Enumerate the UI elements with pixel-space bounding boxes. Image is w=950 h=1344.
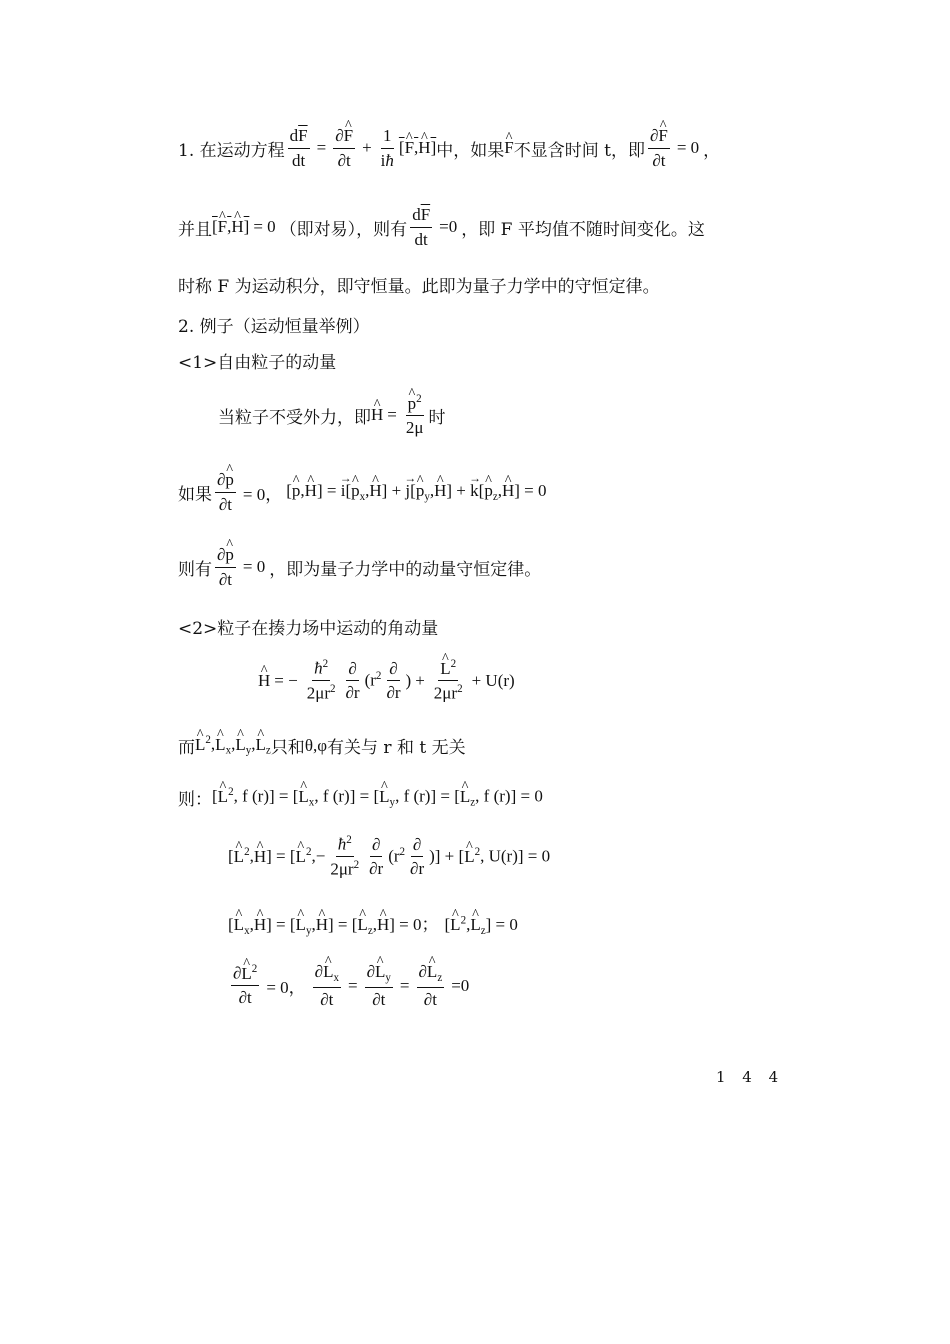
equation-fraction: ^ $\frac{p^2}{2\mu}$ [404, 393, 426, 438]
example-2-operators-line: 而 ^ $L^2,\^{}$ $L_x,\^{}$ $L_y,\^{}$ $L_z$ 只和 θ,φ 有关与 r 和 t 无关 [178, 733, 466, 758]
hamiltonian-equation: ^ H = − $\frac{ħ^2}{2\mu r^2}$ $\frac{\partial}{\partial r}$ ($r^2$ $\frac{\partial}{\partial r}$ ) + ^ $\frac{L^2}{2\mu r^2}$ + U(r) [258, 658, 519, 703]
equation-fraction: $\frac{d\overline{F}}{dt}$ [412, 205, 431, 249]
paragraph-1-line-1: 1. 在运动方程 $\frac{d\overline{F}}{dt}$ = $\frac{\partial\^{} \overline{F}}{\partial t}$ + $\frac{1}{iħ}$ [^ F,^ H] 中，如果 ^ F 不显含时间 t，即 $\frac{\partial\^{} \overline{F}}{\partial t}$ = 0 ， [178, 126, 720, 170]
paragraph-1-line-2: 并且 [^ F,^ H] = 0 （即对易），则有 $\frac{d\overline{F}}{dt}$ =0 ，即 F 平均值不随时间变化。这 [178, 205, 705, 249]
equation-fraction: $\frac{ħ^2}{2\mu r^2}$ [306, 658, 336, 703]
equation-fraction: $\frac{\partial}{\partial r}$ [386, 658, 401, 703]
equation-fraction: ^ $\frac{L^2}{2\mu r^2}$ [432, 658, 465, 703]
equation-commutator: [^ F,^ H] [212, 217, 249, 237]
equation-fraction: $\frac{\partial\^{} \overline{F}}{\partial t}$ [333, 126, 355, 170]
example-1-condition: 当粒子不受外力，即 ^ H = ^ $\frac{p^2}{2\mu}$ 时 [218, 393, 446, 438]
equation-fraction: $\frac{\partial\^{} L_y}{\partial t}$ [365, 962, 393, 1009]
equation-fraction: $\frac{d\overline{F}}{dt}$ [289, 126, 308, 170]
example-1-title: <1>自由粒子的动量 [178, 353, 337, 373]
equation-fraction: $\frac{\partial\^{} \overline{p}}{\partial t}$ [215, 545, 236, 589]
time-derivative-equation: $\frac{\partial\^{} L^2}{\partial t}$ = 0， $\frac{\partial\^{} L_x}{\partial t}$ = $\frac{\partial\^{} L_y}{\partial t}$ = $\frac{\partial\^{} L_z}{\partial t}$ =0 [228, 962, 473, 1009]
equation-fraction: $\frac{\partial\^{} L_x}{\partial t}$ [313, 962, 341, 1009]
commutator-components-equation: [^ $L_x,\^{}$ H] = [^ $L_y,\^{}$ H] = [^ $L_z,\^{}$ H] = 0； [^ $L^2,\^{}$ $L_z] = 0$ [228, 910, 518, 937]
momentum-commutator-equation: [^ p,^ H] = → i[^ $p_x,\^{}$ H] + → j[^ $p_y,\^{}$ H] + → k[^ $p_z,\^{}$ H] = 0 [286, 481, 546, 503]
text-run: ，即 F 平均值不随时间变化。这 [461, 219, 705, 240]
page-number: 1 4 4 [716, 1068, 785, 1086]
equation-fraction: $\frac{\partial\^{} \overline{F}}{\partial t}$ [648, 126, 670, 170]
equation-fraction: $\frac{\partial}{\partial r}$ [345, 658, 360, 703]
equation-fraction: $\frac{\partial\^{} p}{\partial t}$ [215, 470, 236, 514]
example-1-if-line: 如果 $\frac{\partial\^{} p}{\partial t}$ = 0， [^ p,^ H] = → i[^ $p_x,\^{}$ H] + → j[^ $p_y,\^{}$ H] + → k[^ $p_z,\^{}$ H] = 0 [178, 470, 547, 514]
example-1-then-line: 则有 $\frac{\partial\^{} \overline{p}}{\partial t}$ = 0 ，即为量子力学中的动量守恒定律。 [178, 545, 541, 589]
paragraph-1-line-3 [178, 272, 660, 297]
text-run: 中，如果 [436, 140, 505, 161]
equation-fraction: $\frac{ħ^2}{2\mu r^2}$ [330, 834, 360, 879]
example-2-title: <2>粒子在揍力场中运动的角动量 [178, 619, 439, 639]
text-run: 并且 [178, 219, 212, 240]
text-run: 1. 在运动方程 [178, 140, 285, 161]
section-2-title: 2. 例子（运动恒量举例） [178, 317, 370, 337]
equation-fraction: $\frac{\partial\^{} L_z}{\partial t}$ [417, 962, 445, 1009]
equation-fraction: $\frac{1}{iħ}$ [380, 126, 394, 170]
equation-fraction: $\frac{\partial}{\partial r}$ [410, 834, 425, 879]
equation-fraction: $\frac{\partial}{\partial r}$ [369, 834, 384, 879]
text-run: 不显含时间 t，即 [513, 140, 645, 161]
commutator-fr-equation: [^ $L^2$, f (r)] = [^ $L_x$, f (r)] = [^ $L_y$, f (r)] = [^ $L_z$, f (r)] = 0 [212, 786, 543, 808]
example-2-then-line: 则： [^ $L^2$, f (r)] = [^ $L_x$, f (r)] = [^ $L_y$, f (r)] = [^ $L_z$, f (r)] = 0 [178, 785, 543, 810]
text-run: （即对易），则有 [279, 219, 408, 240]
text-run: 时称 F 为运动积分，即守恒量。此即为量子力学中的守恒定律。 [178, 277, 660, 297]
text-run: ， [703, 140, 721, 161]
commutator-l2-h-equation: [^ $L^2,\^{}$ H] = [^ $L^2,-$ $\frac{ħ^2}{2\mu r^2}$ $\frac{\partial}{\partial r}$ ($r^2$ $\frac{\partial}{\partial r}$ )] + [^ $L^2$, U(r)] = 0 [228, 834, 550, 879]
equation-commutator: [^ F,^ H] [399, 138, 436, 158]
equation-fraction: $\frac{\partial\^{} L^2}{\partial t}$ [231, 963, 259, 1008]
